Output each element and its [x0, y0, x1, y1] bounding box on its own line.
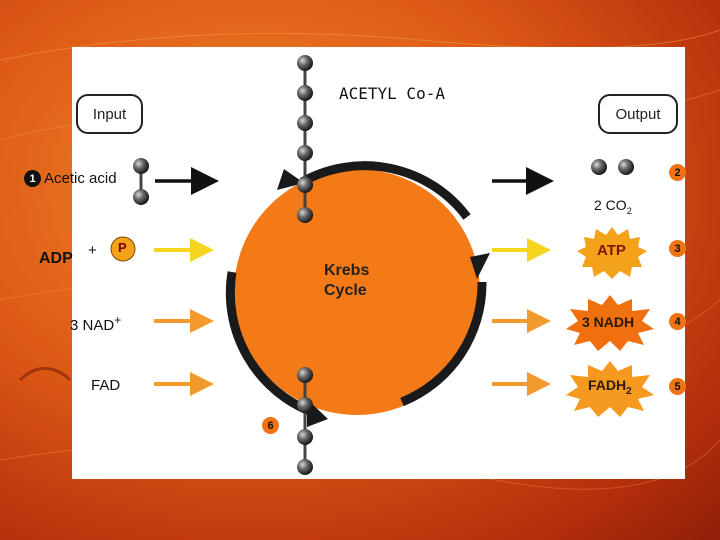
co2-ball: [591, 159, 607, 175]
nad-text: 3 NAD: [70, 317, 115, 334]
acetyl-ball: [297, 207, 313, 223]
fadh2-label: [588, 377, 632, 397]
diagram-panel: [39, 47, 685, 479]
acetic-acid-label: Acetic acid: [44, 170, 117, 187]
fad-label: FAD: [91, 377, 121, 394]
step-3-badge: 3: [669, 240, 686, 257]
acetyl-ball: [297, 55, 313, 71]
phosphate-label: P: [118, 240, 127, 255]
co2-subscript: 2: [626, 205, 632, 216]
acetyl-coa-label: ACETYL Co-A: [339, 84, 445, 103]
krebs-cycle-label: Krebs Cycle: [324, 262, 370, 299]
co2-label: [594, 197, 632, 216]
output-label: Output: [615, 105, 661, 123]
fadh2-text: FADH: [588, 377, 627, 393]
input-label: Input: [92, 105, 127, 123]
acetyl-ball: [297, 85, 313, 101]
fadh2-subscript: 2: [626, 385, 632, 397]
nad-superscript: +: [114, 313, 122, 327]
bottom-chain-ball: [297, 397, 313, 413]
bottom-chain-ball: [297, 429, 313, 445]
krebs-cycle-diagram: [72, 47, 685, 479]
acetyl-ball: [297, 177, 313, 193]
acetyl-ball: [297, 145, 313, 161]
input-box: [76, 94, 143, 134]
bottom-chain-ball: [297, 367, 313, 383]
step-5-badge: 5: [669, 378, 686, 395]
nad-label: [70, 313, 121, 334]
step-1-badge: 1: [24, 170, 41, 187]
step-2-badge: 2: [669, 164, 686, 181]
step-4-badge: 4: [669, 313, 686, 330]
acetyl-ball: [297, 115, 313, 131]
adp-label: ADP: [39, 250, 73, 267]
acetic-acid-ball: [133, 158, 149, 174]
nadh-label: 3 NADH: [582, 314, 635, 330]
co2-text: 2 CO: [594, 197, 627, 213]
plus-sign: +: [88, 242, 97, 259]
output-box: [598, 94, 678, 134]
atp-label: ATP: [597, 242, 626, 259]
acetic-acid-ball: [133, 189, 149, 205]
co2-ball: [618, 159, 634, 175]
bottom-chain-ball: [297, 459, 313, 475]
step-6-badge: 6: [262, 417, 279, 434]
